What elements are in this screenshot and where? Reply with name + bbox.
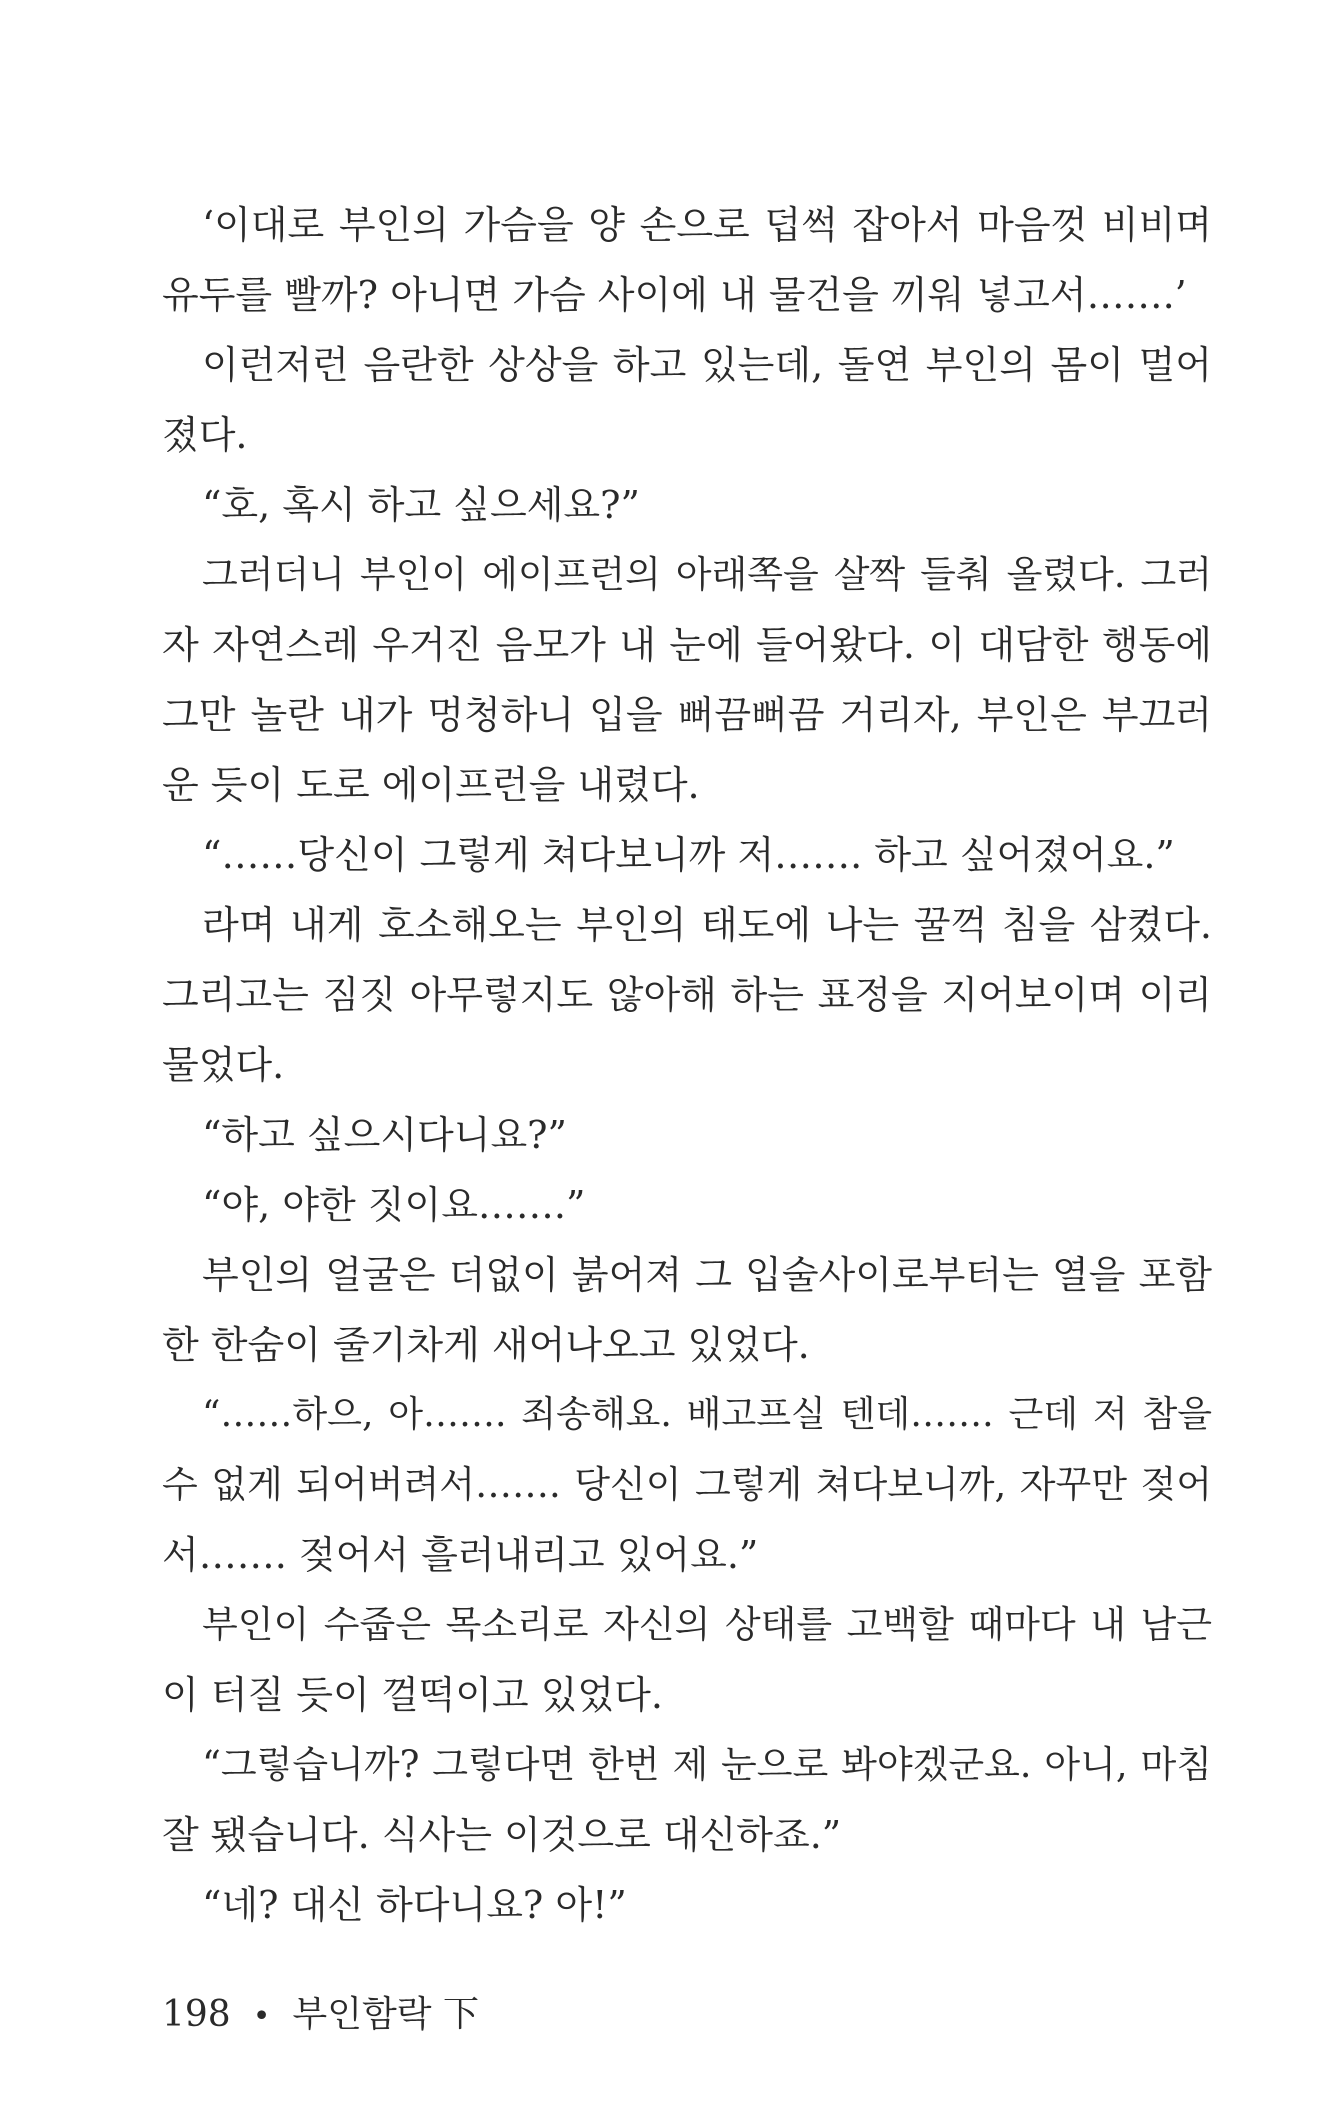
page-footer [162, 1990, 479, 2040]
text-line: 그러더니 부인이 에이프런의 아래쪽을 살짝 들춰 올렸다. 그러 [202, 553, 1212, 596]
text-line: 자 자연스레 우거진 음모가 내 눈에 들어왔다. 이 대담한 행동에 [162, 623, 1212, 667]
text-line: 운 듯이 도로 에이프런을 내렸다. [162, 763, 700, 807]
book-title: 부인함락 下 [292, 1994, 479, 2035]
text-line: “네? 대신 하다니요? 아!” [202, 1883, 627, 1927]
text-line: 한 한숨이 줄기차게 새어나오고 있었다. [162, 1323, 810, 1367]
text-line: “……당신이 그렇게 쳐다보니까 저……. 하고 싶어졌어요.” [202, 833, 1175, 877]
text-line: “야, 야한 짓이요…….” [202, 1183, 586, 1227]
text-line: “하고 싶으시다니요?” [202, 1113, 567, 1157]
text-line: 부인의 얼굴은 더없이 붉어져 그 입술사이로부터는 열을 포함 [202, 1253, 1212, 1297]
page-number: 198 [162, 1994, 231, 2035]
text-line: 그만 놀란 내가 멍청하니 입을 뻐끔뻐끔 거리자, 부인은 부끄러 [162, 693, 1212, 737]
text-line: 물었다. [162, 1043, 285, 1087]
text-line: 유두를 빨까? 아니면 가슴 사이에 내 물건을 끼워 넣고서…….’ [162, 273, 1187, 317]
text-line: 졌다. [162, 413, 248, 457]
text-line: 이 터질 듯이 껄떡이고 있었다. [162, 1673, 663, 1717]
separator-dot: • [252, 1999, 271, 2034]
text-line: 라며 내게 호소해오는 부인의 태도에 나는 꿀꺽 침을 삼켰다. [202, 903, 1212, 947]
text-line: ‘이대로 부인의 가슴을 양 손으로 덥썩 잡아서 마음껏 비비며 [202, 203, 1212, 247]
text-line: “호, 혹시 하고 싶으세요?” [202, 483, 640, 527]
text-line: 서……. 젖어서 흘러내리고 있어요.” [162, 1533, 759, 1577]
text-line: “……하으, 아……. 죄송해요. 배고프실 텐데……. 근데 저 참을 [202, 1394, 1212, 1435]
body-text [162, 190, 1212, 1940]
text-line: 부인이 수줍은 목소리로 자신의 상태를 고백할 때마다 내 남근 [202, 1603, 1212, 1646]
text-line: 그리고는 짐짓 아무렇지도 않아해 하는 표정을 지어보이며 이리 [162, 973, 1212, 1017]
text-line: “그렇습니까? 그렇다면 한번 제 눈으로 봐야겠군요. 아니, 마침 [202, 1743, 1212, 1786]
text-line: 수 없게 되어버려서……. 당신이 그렇게 쳐다보니까, 자꾸만 젖어 [162, 1463, 1212, 1506]
text-line: 잘 됐습니다. 식사는 이것으로 대신하죠.” [162, 1813, 842, 1857]
text-line: 이런저런 음란한 상상을 하고 있는데, 돌연 부인의 몸이 멀어 [202, 343, 1212, 387]
